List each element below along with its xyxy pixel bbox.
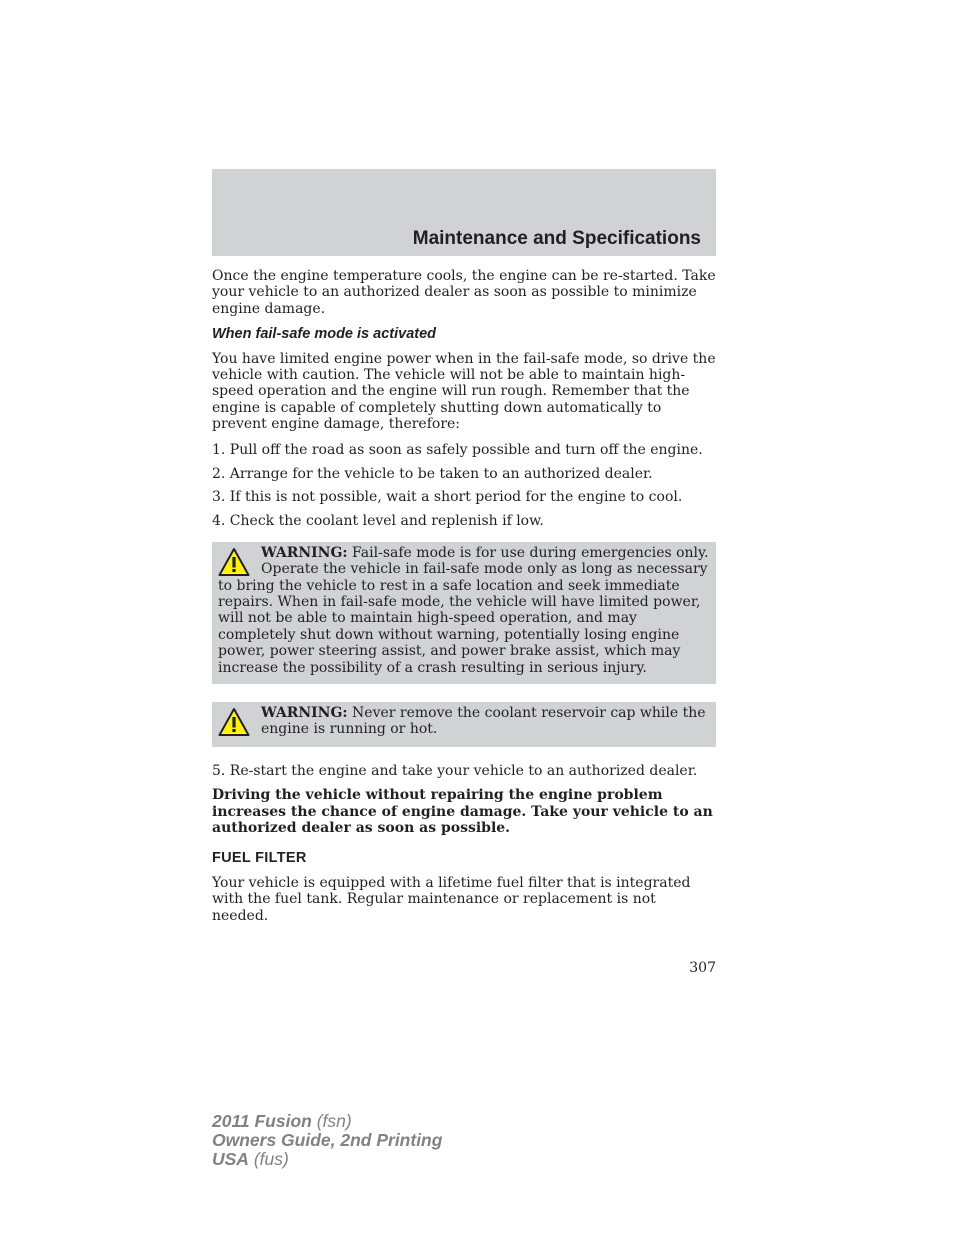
page-content <box>212 268 716 924</box>
fuel-filter-heading: FUEL FILTER <box>212 850 307 867</box>
engine-damage-note: Driving the vehicle without repairing the engine problem increases the chance of engine damage. Take your vehicle to an authorized dealer as soon as possible. <box>212 787 713 837</box>
footer-line-2: Owners Guide, 2nd Printing <box>212 1130 443 1150</box>
warning-text: Never remove the coolant reservoir cap while the engine is running or hot. <box>261 705 706 738</box>
footer-edition-info <box>212 1112 442 1169</box>
warning-triangle-icon <box>218 547 250 577</box>
footer-region: USA <box>212 1149 249 1169</box>
subheading-failsafe: When fail-safe mode is activated <box>212 326 437 343</box>
warning-label: WARNING: <box>261 705 348 722</box>
step-4: 4. Check the coolant level and replenish if low. <box>212 513 544 530</box>
footer-model: 2011 Fusion <box>212 1111 312 1131</box>
warning-text: Fail-safe mode is for use during emergencies only. Operate the vehicle in fail-safe mode only as long as necessary to bring the vehicle to rest in a safe location and seek immediate repairs. When in fail-safe mode, the vehicle will have limited power, will not be able to maintain high-speed operation, and may completely shut down without warning, potentially losing engine power, power steering assist, and power brake assist, which may increase the possibility of a crash resulting in serious injury. <box>218 544 709 676</box>
step-1: 1. Pull off the road as soon as safely possible and turn off the engine. <box>212 441 703 458</box>
footer-model-code: (fsn) <box>316 1111 352 1131</box>
failsafe-paragraph: You have limited engine power when in the fail-safe mode, so drive the vehicle with caution. The vehicle will not be able to maintain high-speed operation and the engine will run rough. Remember that the engine is capable of completely shutting down automatically to prevent engine damage, therefore: <box>212 350 716 433</box>
warning-box-failsafe <box>212 542 716 684</box>
fuel-filter-paragraph: Your vehicle is equipped with a lifetime fuel filter that is integrated with the fuel tank. Regular maintenance or replacement is not needed. <box>212 874 691 924</box>
warning-box-coolant-cap <box>212 702 716 747</box>
footer-line-3 <box>212 1150 442 1169</box>
footer-line-1 <box>212 1112 442 1131</box>
page-number: 307 <box>689 960 716 976</box>
intro-paragraph: Once the engine temperature cools, the engine can be re-started. Take your vehicle to an authorized dealer as soon as possible to minimize engine damage. <box>212 268 716 317</box>
section-header-band <box>212 169 716 256</box>
section-title: Maintenance and Specifications <box>412 228 701 249</box>
step-2: 2. Arrange for the vehicle to be taken to an authorized dealer. <box>212 465 653 482</box>
step-5: 5. Re-start the engine and take your vehicle to an authorized dealer. <box>212 762 698 779</box>
step-3: 3. If this is not possible, wait a short period for the engine to cool. <box>212 489 683 506</box>
warning-triangle-icon <box>218 707 250 737</box>
footer-region-code: (fus) <box>253 1149 289 1169</box>
warning-label: WARNING: <box>261 544 348 561</box>
